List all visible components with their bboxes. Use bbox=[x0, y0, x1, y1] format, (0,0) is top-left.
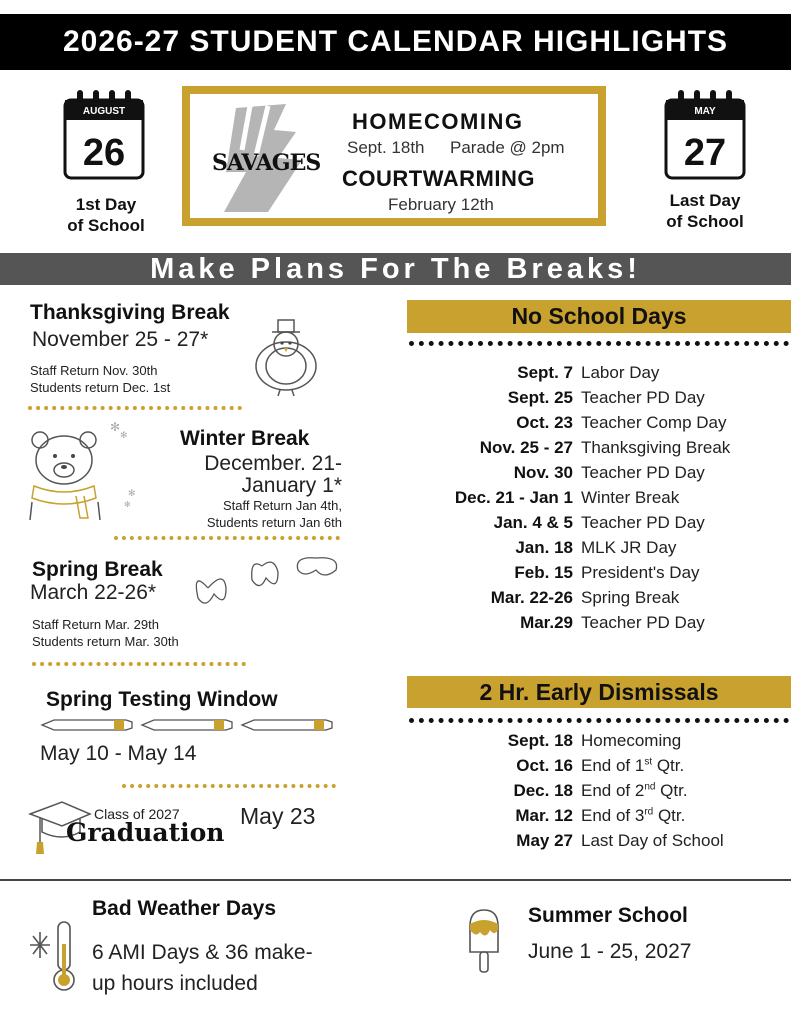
testing-title: Spring Testing Window bbox=[46, 688, 278, 711]
no-school-row-event: Teacher PD Day bbox=[581, 513, 705, 532]
thanksgiving-title: Thanksgiving Break bbox=[30, 301, 230, 324]
breaks-banner: Make Plans For The Breaks! bbox=[0, 253, 791, 285]
early-dismissal-row-date: May 27 bbox=[516, 831, 573, 850]
butterflies-icon bbox=[186, 548, 346, 614]
winter-student-return: Students return Jan 6th bbox=[206, 515, 342, 530]
no-school-row-date: Oct. 23 bbox=[516, 413, 573, 432]
homecoming-parade: Parade @ 2pm bbox=[450, 138, 565, 157]
logo-text: SAVAGES bbox=[212, 150, 321, 176]
early-dismissal-row-date: Oct. 16 bbox=[516, 756, 573, 775]
no-school-row-date: Nov. 30 bbox=[513, 463, 573, 482]
no-school-row bbox=[407, 613, 791, 638]
divider bbox=[114, 536, 340, 540]
bad-weather-line1: 6 AMI Days & 36 make- bbox=[92, 941, 313, 964]
first-day-number: 26 bbox=[82, 132, 126, 174]
divider bbox=[32, 662, 246, 666]
no-school-row-date: Nov. 25 - 27 bbox=[479, 438, 573, 457]
no-school-row-event: Teacher PD Day bbox=[581, 613, 705, 632]
no-school-row-event: President's Day bbox=[581, 563, 700, 582]
no-school-row-event: Winter Break bbox=[581, 488, 680, 507]
no-school-row-date: Jan. 18 bbox=[515, 538, 573, 557]
no-school-row bbox=[407, 488, 791, 513]
no-school-row bbox=[407, 363, 791, 388]
no-school-row bbox=[407, 413, 791, 438]
early-dismissal-row-event: Homecoming bbox=[581, 731, 682, 750]
divider bbox=[122, 784, 336, 788]
graduation-class: Class of 2027 bbox=[94, 806, 180, 822]
no-school-row bbox=[407, 388, 791, 413]
pencils-icon bbox=[40, 717, 336, 733]
early-dismissal-row-event: End of 3rd Qtr. bbox=[581, 806, 686, 825]
winter-title: Winter Break bbox=[180, 427, 310, 450]
homecoming-title: HOMECOMING bbox=[352, 109, 524, 134]
snowflake-icon: ✻ bbox=[120, 430, 128, 440]
early-dismissal-row bbox=[407, 831, 791, 856]
last-day-label-line1: Last Day bbox=[669, 191, 741, 210]
early-dismissal-heading: 2 Hr. Early Dismissals bbox=[407, 676, 791, 708]
early-dismissal-row-event: End of 2nd Qtr. bbox=[581, 781, 688, 800]
testing-dates: May 10 - May 14 bbox=[40, 742, 197, 765]
early-dismissal-row bbox=[407, 781, 791, 806]
no-school-row-date: Dec. 21 - Jan 1 bbox=[454, 488, 573, 507]
snowflake-icon: ✻ bbox=[110, 420, 121, 434]
bad-weather-line2: up hours included bbox=[92, 972, 258, 995]
first-day-label-line1: 1st Day bbox=[75, 195, 137, 214]
divider bbox=[0, 879, 791, 881]
no-school-row-event: Labor Day bbox=[581, 363, 660, 382]
no-school-row bbox=[407, 513, 791, 538]
spring-staff-return: Staff Return Mar. 29th bbox=[32, 617, 159, 632]
winter-return bbox=[150, 497, 342, 531]
thermometer-snowflake-icon bbox=[28, 918, 80, 994]
bear-icon bbox=[26, 426, 104, 520]
no-school-row-event: MLK JR Day bbox=[581, 538, 677, 557]
no-school-row-date: Feb. 15 bbox=[514, 563, 573, 582]
first-day-calendar bbox=[63, 88, 145, 185]
early-dismissal-row-date: Sept. 18 bbox=[507, 731, 573, 750]
no-school-list bbox=[407, 363, 791, 643]
snowflake-icon: ✻ bbox=[128, 488, 136, 498]
spring-title: Spring Break bbox=[32, 558, 163, 581]
snowflake-icon: ✻ bbox=[124, 500, 131, 509]
popsicle-icon bbox=[466, 908, 502, 974]
winter-dates-line1: December. 21- bbox=[204, 452, 342, 475]
homecoming-box bbox=[182, 86, 606, 226]
thanksgiving-dates: November 25 - 27* bbox=[32, 328, 209, 351]
early-dismissal-row-date: Mar. 12 bbox=[515, 806, 573, 825]
thanksgiving-student-return: Students return Dec. 1st bbox=[30, 380, 171, 395]
thanksgiving-return bbox=[30, 362, 170, 396]
graduation-date: May 23 bbox=[240, 803, 316, 829]
no-school-row-date: Sept. 7 bbox=[517, 363, 573, 382]
last-day-label bbox=[648, 190, 762, 232]
early-dismissal-list bbox=[407, 731, 791, 861]
no-school-row bbox=[407, 563, 791, 588]
no-school-row bbox=[407, 463, 791, 488]
no-school-row-event: Thanksgiving Break bbox=[581, 438, 731, 457]
no-school-row-event: Teacher Comp Day bbox=[581, 413, 727, 432]
no-school-row bbox=[407, 588, 791, 613]
spring-return bbox=[32, 616, 179, 650]
last-day-number: 27 bbox=[683, 132, 727, 174]
winter-dates-line2: January 1* bbox=[241, 474, 342, 497]
bad-weather-text bbox=[92, 937, 313, 999]
divider bbox=[409, 718, 789, 723]
last-day-month: MAY bbox=[694, 106, 716, 117]
no-school-row-event: Spring Break bbox=[581, 588, 680, 607]
no-school-row-date: Mar. 22-26 bbox=[490, 588, 573, 607]
early-dismissal-row-event: End of 1st Qtr. bbox=[581, 756, 685, 775]
last-day-label-line2: of School bbox=[666, 212, 744, 231]
spring-student-return: Students return Mar. 30th bbox=[32, 634, 179, 649]
early-dismissal-row-date: Dec. 18 bbox=[513, 781, 573, 800]
no-school-row-event: Teacher PD Day bbox=[581, 463, 705, 482]
winter-staff-return: Staff Return Jan 4th, bbox=[223, 498, 342, 513]
winter-dates bbox=[150, 453, 342, 497]
summer-school-title: Summer School bbox=[528, 904, 688, 927]
no-school-heading: No School Days bbox=[407, 300, 791, 333]
courtwarming-title: COURTWARMING bbox=[342, 166, 535, 191]
no-school-row-date: Jan. 4 & 5 bbox=[493, 513, 573, 532]
no-school-row bbox=[407, 538, 791, 563]
early-dismissal-row bbox=[407, 731, 791, 756]
early-dismissal-row bbox=[407, 806, 791, 831]
courtwarming-date: February 12th bbox=[388, 195, 494, 214]
first-day-label-line2: of School bbox=[67, 216, 145, 235]
no-school-row-event: Teacher PD Day bbox=[581, 388, 705, 407]
turkey-icon bbox=[250, 308, 322, 396]
no-school-row-date: Mar.29 bbox=[520, 613, 573, 632]
divider bbox=[28, 406, 242, 410]
no-school-row bbox=[407, 438, 791, 463]
page-title: 2026-27 STUDENT CALENDAR HIGHLIGHTS bbox=[0, 14, 791, 70]
summer-school-dates: June 1 - 25, 2027 bbox=[528, 940, 692, 963]
no-school-row-date: Sept. 25 bbox=[507, 388, 573, 407]
first-day-month: AUGUST bbox=[82, 106, 126, 117]
first-day-label bbox=[50, 194, 162, 236]
last-day-calendar bbox=[664, 88, 746, 185]
thanksgiving-staff-return: Staff Return Nov. 30th bbox=[30, 363, 158, 378]
early-dismissal-row-event: Last Day of School bbox=[581, 831, 724, 850]
spring-dates: March 22-26* bbox=[30, 581, 157, 604]
bad-weather-title: Bad Weather Days bbox=[92, 897, 277, 920]
early-dismissal-row bbox=[407, 756, 791, 781]
graduation-title: Graduation bbox=[66, 818, 225, 847]
divider bbox=[409, 341, 789, 346]
homecoming-date: Sept. 18th bbox=[347, 138, 425, 157]
